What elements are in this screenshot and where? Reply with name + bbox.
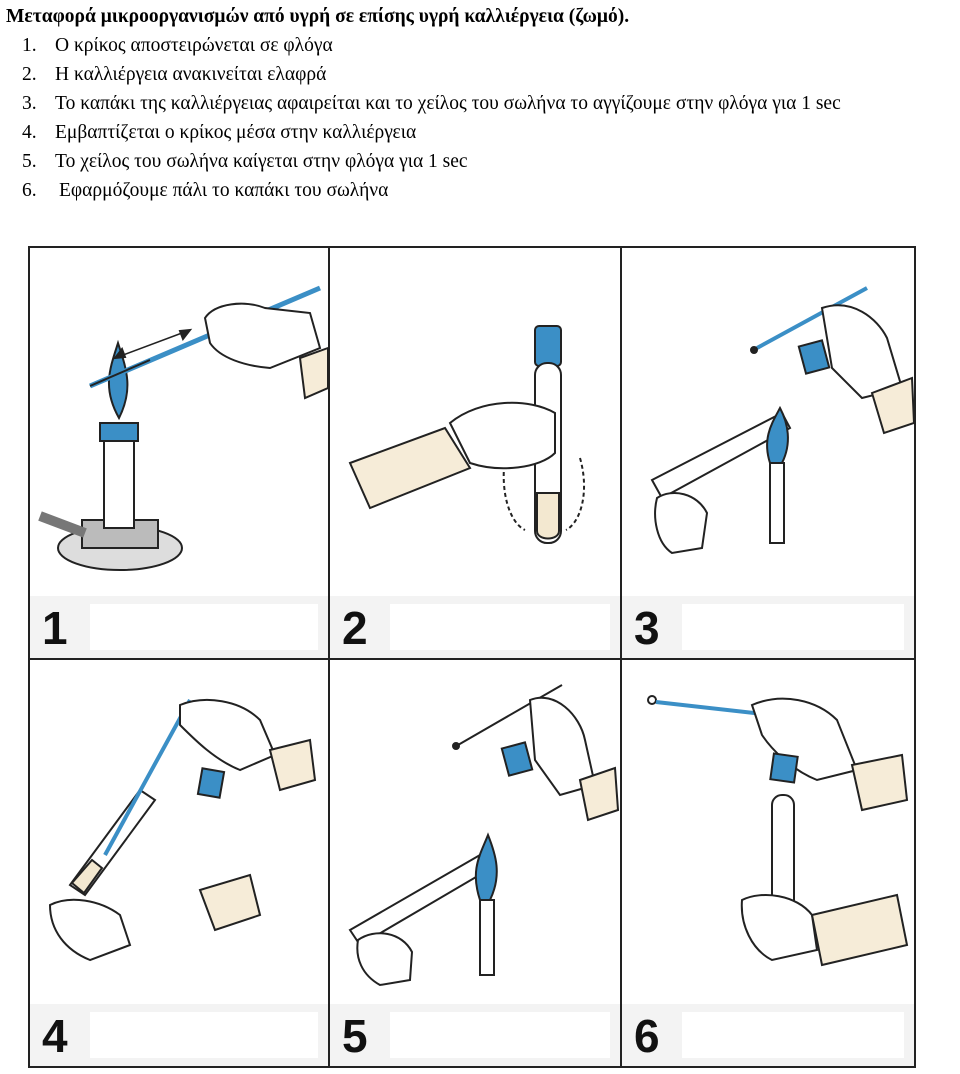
step-item — [6, 60, 960, 89]
panel-2 — [330, 248, 620, 658]
step-number: 5. — [22, 151, 37, 172]
step-text: Το χείλος του σωλήνα καίγεται στην φλόγα για 1 sec — [55, 151, 468, 172]
step-number: 3. — [22, 93, 37, 114]
step-text: Εμβαπτίζεται ο κρίκος μέσα στην καλλιέργεια — [55, 122, 417, 143]
step-item — [6, 176, 960, 205]
step-item — [6, 89, 960, 118]
steps-list — [6, 31, 960, 205]
panel-label-strip — [330, 1004, 620, 1066]
panel-number: 1 — [42, 602, 68, 654]
panel-number: 6 — [634, 1010, 660, 1062]
step-item — [6, 118, 960, 147]
panel-label-strip — [622, 1004, 914, 1066]
panel-divider — [30, 658, 914, 660]
panel-label-strip — [30, 596, 328, 658]
procedure-figure — [28, 246, 916, 1068]
panel-number: 5 — [342, 1010, 368, 1062]
panel-divider — [328, 248, 330, 1066]
panel-label-strip — [330, 596, 620, 658]
step-number: 6. — [22, 180, 37, 201]
step-text: Το καπάκι της καλλιέργειας αφαιρείται και το χείλος του σωλήνα το αγγίζουμε στην φλόγα για 1 sec — [55, 93, 841, 114]
step-item — [6, 31, 960, 60]
panel-number: 3 — [634, 602, 660, 654]
step-text: Ο κρίκος αποστειρώνεται σε φλόγα — [55, 35, 333, 56]
step-number: 2. — [22, 64, 37, 85]
panel-label-strip — [30, 1004, 328, 1066]
panel-1 — [30, 248, 328, 658]
panel-4 — [30, 660, 328, 1066]
document-header — [6, 2, 960, 205]
panel-label-strip — [622, 596, 914, 658]
step-text: Εφαρμόζουμε πάλι το καπάκι του σωλήνα — [59, 180, 389, 201]
panel-number: 4 — [42, 1010, 68, 1062]
document-title: Μεταφορά μικροοργανισμών από υγρή σε επίσης υγρή καλλιέργεια (ζωμό). — [6, 6, 630, 27]
step-number: 1. — [22, 35, 37, 56]
step-text: Η καλλιέργεια ανακινείται ελαφρά — [55, 64, 327, 85]
panel-3 — [622, 248, 914, 658]
panel-6 — [622, 660, 914, 1066]
step-item — [6, 147, 960, 176]
panel-divider — [620, 248, 622, 1066]
panel-5 — [330, 660, 620, 1066]
panel-number: 2 — [342, 602, 368, 654]
step-number: 4. — [22, 122, 37, 143]
